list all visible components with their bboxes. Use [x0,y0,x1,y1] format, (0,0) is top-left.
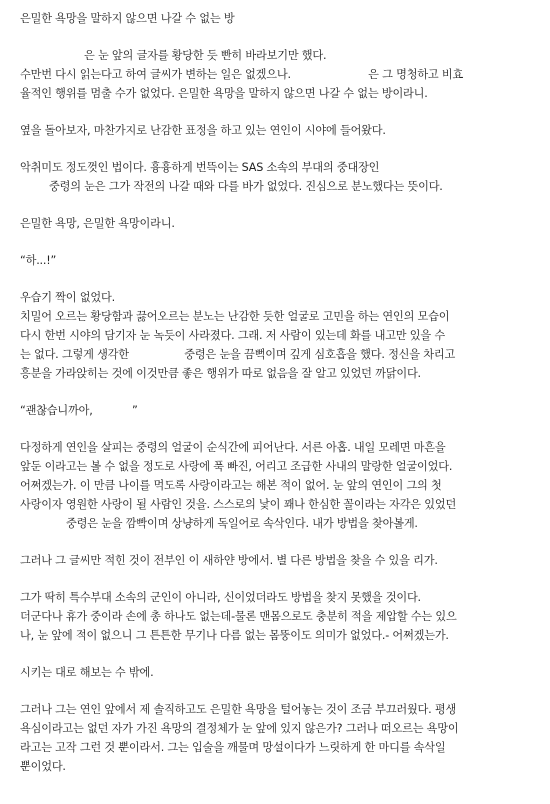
text-line-3: 율적인 행위를 멈출 수가 없었다. 은밀한 욕망을 말하지 않으면 나갈 수 없는 방이라니. [20,87,428,100]
text-line-22: 더군다나 휴가 중이라 손에 총 하나도 없는데-물론 맨몸으로도 충분히 적을 제압할 수는 있으 [20,610,457,623]
text-line-23: 나, 눈 앞에 적이 없으니 그 튼튼한 무기나 다름 없는 몸뚱이도 의미가 없었다.- 어쩌겠는가. [20,629,449,642]
line-text: “괜찮습니까아, [20,404,96,417]
text-line-15: 다정하게 연인을 살피는 중령의 얼굴이 순식간에 피어난다. 서른 아홉. 내일 모레면 마흔을 [20,441,446,454]
text-line-17: 어쩌겠는가. 이 만큼 나이를 먹도록 사랑이라고는 해본 적이 없어. 눈 앞의 연인이 그의 첫 [20,479,442,492]
text-line-27: 라고는 고작 그런 것 뿐이라서. 그는 입술을 깨물며 망설이다가 느릿하게 한 마디를 속삭일 [20,741,446,754]
text-line-12 [20,347,530,362]
text-line-13: 흥분을 가라앉히는 것에 이것만큼 좋은 행위가 따로 없음을 잘 알고 있었던 까닭이다. [20,367,421,380]
text-line-19 [20,516,530,531]
text-line-20: 그러나 그 글씨만 적힌 것이 전부인 이 새하얀 방에서. 별 다른 방법을 찾을 수 있을 리가. [20,554,438,567]
text-line-26: 욕심이라고는 없던 자가 가진 욕망의 결정체가 눈 앞에 있지 않은가? 그러나 떠오르는 욕망이 [20,722,459,735]
line-text: 중령은 눈을 끔뻑이며 깊게 심호흡을 했다. 정신을 차리고 [184,348,456,361]
text-line-2 [20,67,530,82]
line-text: 은 눈 앞의 글자를 황당한 듯 빤히 바라보기만 했다. [84,49,327,62]
text-line-4: 옆을 돌아보자, 마찬가지로 난감한 표정을 하고 있는 연인이 시야에 들어왔다. [20,124,386,137]
line-text: 수만번 다시 읽는다고 하여 글씨가 변하는 일은 없겠으나. [20,68,295,81]
line-text: 는 없다. 그렇게 생각한 [20,348,133,361]
text-line-24: 시키는 대로 해보는 수 밖에. [20,666,154,679]
text-line-18: 사랑이자 영원한 사랑이 될 사람인 것을. 스스로의 낯이 꽤나 한심한 꼴이라는 자각은 있었던 [20,498,457,511]
text-line-10: 치밀어 오르는 황당함과 끓어오르는 분노는 난감한 듯한 얼굴로 고민을 하는 연인의 모습이 [20,310,450,323]
line-text: ” [131,404,138,417]
text-line-9: 우습기 짝이 없었다. [20,291,115,304]
text-line-21: 그가 딱히 특수부대 소속의 군인이 아니라, 신이었더라도 방법을 찾지 못했을 것이다. [20,591,421,604]
text-line-25: 그러나 그는 연인 앞에서 제 솔직하고도 은밀한 욕망을 털어놓는 것이 조금 부끄러웠다. 평생 [20,703,457,716]
text-line-11: 다시 한번 시야의 담기자 눈 녹듯이 사라졌다. 그래. 저 사람이 있는데 화를 내고만 있을 수 [20,329,445,342]
document-title: 은밀한 욕망을 말하지 않으면 나갈 수 없는 방 [20,12,235,25]
text-line-28: 뿐이었다. [20,760,66,773]
text-line-5: 악취미도 정도껏인 법이다. 흉흉하게 번뜩이는 SAS 소속의 부대의 중대장인 [20,161,380,174]
text-line-1 [20,48,530,63]
text-line-6: 중령의 눈은 그가 작전의 나갈 때와 다를 바가 없었다. 진심으로 분노했다는 뜻이다. [49,180,443,193]
text-line-8: “하...!” [20,254,57,267]
line-text: 중령은 눈을 깜빡이며 상냥하게 독일어로 속삭인다. 내가 방법을 찾아볼게. [66,517,418,530]
text-line-16: 앞둔 이라고는 볼 수 없을 정도로 사랑에 푹 빠진, 어리고 조급한 사내의 말랑한 얼굴이었다. [20,460,453,473]
line-text: 은 그 명청하고 비효 [368,68,464,81]
text-line-7: 은밀한 욕망, 은밀한 욕망이라니. [20,217,175,230]
text-line-14 [20,403,530,418]
